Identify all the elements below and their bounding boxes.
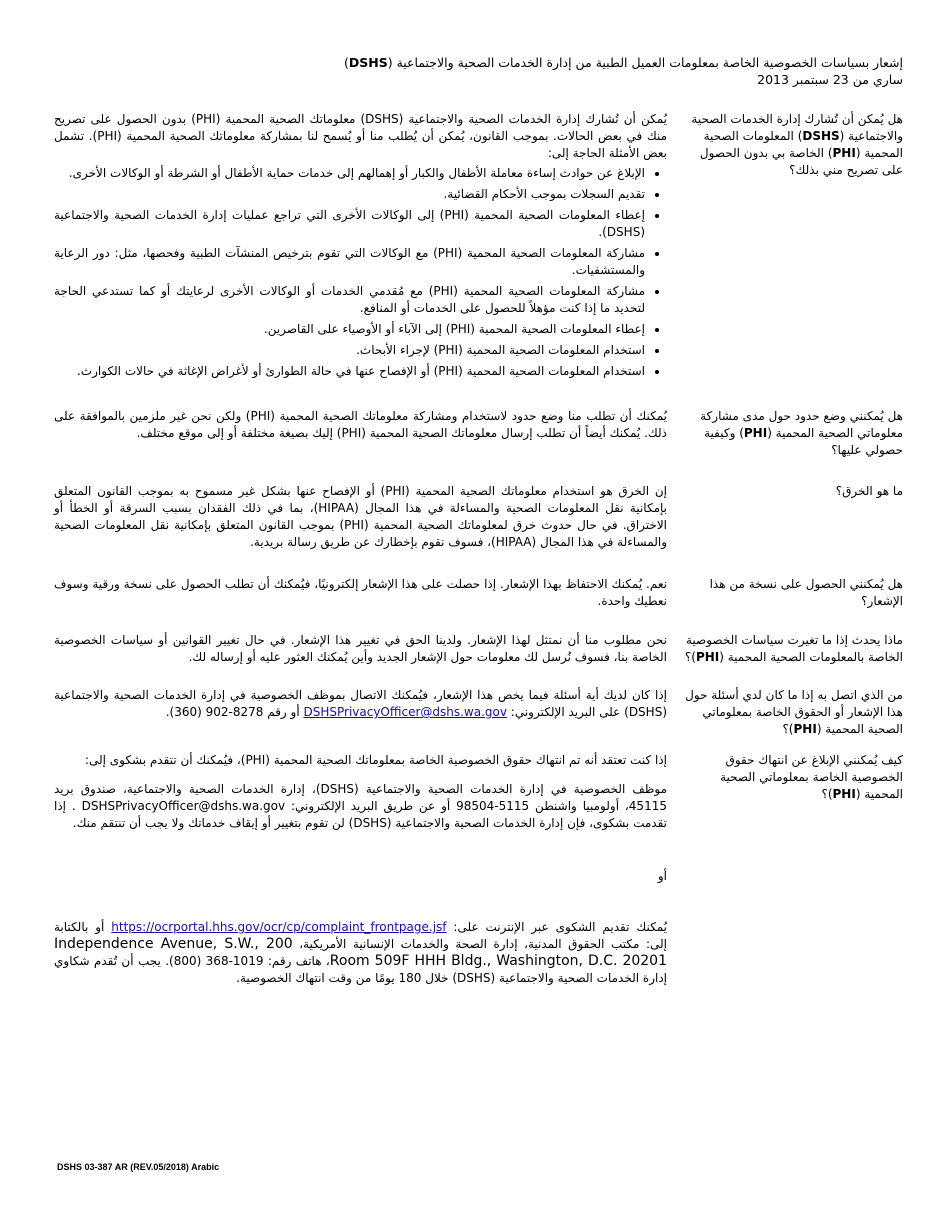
answer-copy: نعم. يُمكنك الاحتفاظ بهذا الإشعار. إذا حصلت على هذا الإشعار إلكترونيًا، فيُمكنك أن تطلب الحصول على نسخة ورقية وسوف نعطيك واحدة.	[54, 577, 667, 608]
section-limits	[54, 408, 903, 470]
report-address: موظف الخصوصية في إدارة الخدمات الصحية والاجتماعية (DSHS)، إدارة الخدمات الصحية والاجتماعية، صندوق بريد 45115، أولومبيا واشنطن 5115-98504 أو عن طريق البريد الإلكتروني: DSHSPrivacyOfficer@dshs.wa.gov . إذا تقدمت بشكوى، فإن إدارة الخدمات الصحية والاجتماعية (DSHS) لن تقوم بتغيير أو إيقاف خدماتك ولا يجب أن تنتقم منك.	[54, 782, 668, 830]
answer-share	[54, 111, 667, 384]
section-contact	[54, 687, 903, 742]
answer-changes: نحن مطلوب منا أن نمتثل لهذا الإشعار. ولدينا الحق في تغيير هذا الإشعار. في حال تغيير القوانين أو سياسات الخصوصية الخاصة بنا، فسوف نُرسل لك معلومات حول الإشعار الجديد وأين يُمكنك العثور عليه أو إرساله لك.	[54, 633, 667, 664]
notice-title: إشعار بسياسات الخصوصية الخاصة بمعلومات العميل الطبية من إدارة الخدمات الصحية والاجتماعية (DSHS)	[343, 55, 903, 70]
report-or: أو	[657, 869, 667, 883]
question-breach: ما هو الخرق؟	[835, 484, 903, 498]
question-share: هل يُمكن أن تُشارك إدارة الخدمات الصحية والاجتماعية (DSHS) المعلومات الصحية المحمية (PHI) الخاصة بي بدون الحصول على تصريح مني بذلك؟	[691, 112, 903, 177]
section-report	[54, 752, 903, 1002]
question-limits: هل يُمكنني وضع حدود حول مدى مشاركة معلوماتي الصحية المحمية (PHI) وكيفية حصولي عليها؟	[700, 409, 903, 457]
list-item: • مشاركة المعلومات الصحية المحمية (PHI) مع مُقدمي الخدمات أو الوكالات الأخرى لرعايتك أو كما تستدعي الحاجة لتحديد ما إذا كنت مؤهلاً للحصول على الخدمات أو المنافع.	[54, 283, 645, 317]
effective-date: ساري من 23 سبتمبر 2013	[757, 72, 903, 87]
section-breach	[54, 483, 903, 558]
list-item: • مشاركة المعلومات الصحية المحمية (PHI) مع الوكالات التي تقوم بترخيص المنشآت الطبية وفحصها، مثل: دور الرعاية والمستشفيات.	[54, 245, 645, 279]
question-report: كيف يُمكنني الإبلاغ عن انتهاك حقوق الخصوصية الخاصة بمعلوماتي الصحية المحمية (PHI)؟	[720, 753, 903, 801]
list-item: • استخدام المعلومات الصحية المحمية (PHI) أو الإفصاح عنها في حالة الطوارئ أو لأغراض الإغاثة في حالات الكوارث.	[54, 363, 645, 380]
form-number: DSHS 03-387 AR (REV.05/2018) Arabic	[57, 1162, 220, 1172]
answer-limits: يُمكنك أن تطلب منا وضع حدود لاستخدام ومشاركة معلوماتك الصحية المحمية (PHI) ولكن نحن غير ملزمين بالموافقة على ذلك. يُمكنك أيضاً أن تطلب إرسال معلوماتك الصحية المحمية (PHI) إليك بصيغة مختلفة أو إلى موقع مختلف.	[54, 409, 667, 440]
list-item: • إعطاء المعلومات الصحية المحمية (PHI) إلى الوكالات الأخرى التي تراجع عمليات إدارة الخدمات الصحية والاجتماعية (DSHS).	[54, 207, 645, 241]
list-item: • إعطاء المعلومات الصحية المحمية (PHI) إلى الآباء أو الأوصياء على القاصرين.	[54, 321, 645, 338]
examples-list	[54, 165, 667, 380]
list-item: • تقديم السجلات بموجب الأحكام القضائية.	[54, 186, 645, 203]
privacy-officer-email-link[interactable]: DSHSPrivacyOfficer@dshs.wa.gov	[303, 705, 507, 719]
list-item: • استخدام المعلومات الصحية المحمية (PHI) لإجراء الأبحاث.	[54, 342, 645, 359]
hhs-address: 200 Independence Avenue, S.W., Room 509F HHH Bldg., Washington, D.C. 20201	[54, 936, 667, 969]
notice-header	[43, 54, 903, 88]
answer-contact: إذا كان لديك أية أسئلة فيما يخص هذا الإشعار، فيُمكنك الاتصال بموظف الخصوصية في إدارة الخدمات الصحية والاجتماعية (DSHS) على البريد الإلكتروني: DSHSPrivacyOfficer@dshs.wa.gov أو رقم 8278-902 (360).	[54, 688, 667, 719]
section-share	[54, 111, 903, 401]
section-copy	[54, 576, 903, 616]
ocr-complaint-link[interactable]: https://ocrportal.hhs.gov/ocr/cp/complaint_frontpage.jsf	[111, 920, 447, 934]
report-online: يُمكنك تقديم الشكوى عبر الإنترنت على: https://ocrportal.hhs.gov/ocr/cp/complaint_frontpage.jsf أو بالكتابة إلى: مكتب الحقوق المدنية، إدارة الصحة والخدمات الإنسانية الأمريكية، 200 Independence Avenue, S.W., Room 509F HHH Bldg., Washington, D.C. 20201، هاتف رقم: 1019-368 (800). يجب أن تُقدم شكاوي إدارة الخدمات الصحية والاجتماعية (DSHS) خلال 180 يومًا من وقت انتهاك الخصوصية.	[54, 920, 667, 985]
question-copy: هل يُمكنني الحصول على نسخة من هذا الإشعار؟	[709, 577, 903, 608]
question-contact: من الذي اتصل به إذا ما كان لدي أسئلة حول هذا الإشعار أو الحقوق الخاصة بمعلوماتي الصحية المحمية (PHI)؟	[685, 688, 903, 736]
answer-breach: إن الخرق هو استخدام معلوماتك الصحية المحمية (PHI) أو الإفصاح عنها بشكل غير مسموح به بموجب القانون المتعلق بإمكانية نقل المعلومات الصحية والمساءلة في هذا المجال (HIPAA)، بما في ذلك الفقدان بسبب السرقة أو الخطأ أو الاختراق. في حال حدوث خرق لمعلوماتك الصحية المحمية (PHI) بموجب القانون المتعلق بإمكانية نقل المعلومات الصحية والمساءلة في هذا المجال (HIPAA)، فسوف نقوم بإخطارك عن طريق رسالة بريدية.	[54, 484, 668, 549]
section-changes	[54, 632, 903, 672]
answer-report	[54, 752, 667, 987]
list-item: • الإبلاغ عن حوادث إساءة معاملة الأطفال والكبار أو إهمالهم إلى خدمات حماية الأطفال أو الشرطة أو الوكالات الأخرى.	[54, 165, 645, 182]
report-intro: إذا كنت تعتقد أنه تم انتهاك حقوق الخصوصية الخاصة بمعلوماتك الصحية المحمية (PHI)، فيُمكنك أن تتقدم بشكوى إلى:	[84, 753, 667, 767]
question-changes: ماذا يحدث إذا ما تغيرت سياسات الخصوصية الخاصة بالمعلومات الصحية المحمية (PHI)؟	[684, 633, 903, 664]
answer-share-intro: يُمكن أن تُشارك إدارة الخدمات الصحية والاجتماعية (DSHS) معلوماتك الصحية المحمية (PHI) بدون الحصول على تصريح منك في بعض الحالات. بموجب القانون، يُمكن أن يُطلب منا أو يُسمح لنا بمشاركة معلوماتك الصحية المحمية (PHI). تشمل بعض الأمثلة الحاجة إلى:	[54, 112, 667, 160]
